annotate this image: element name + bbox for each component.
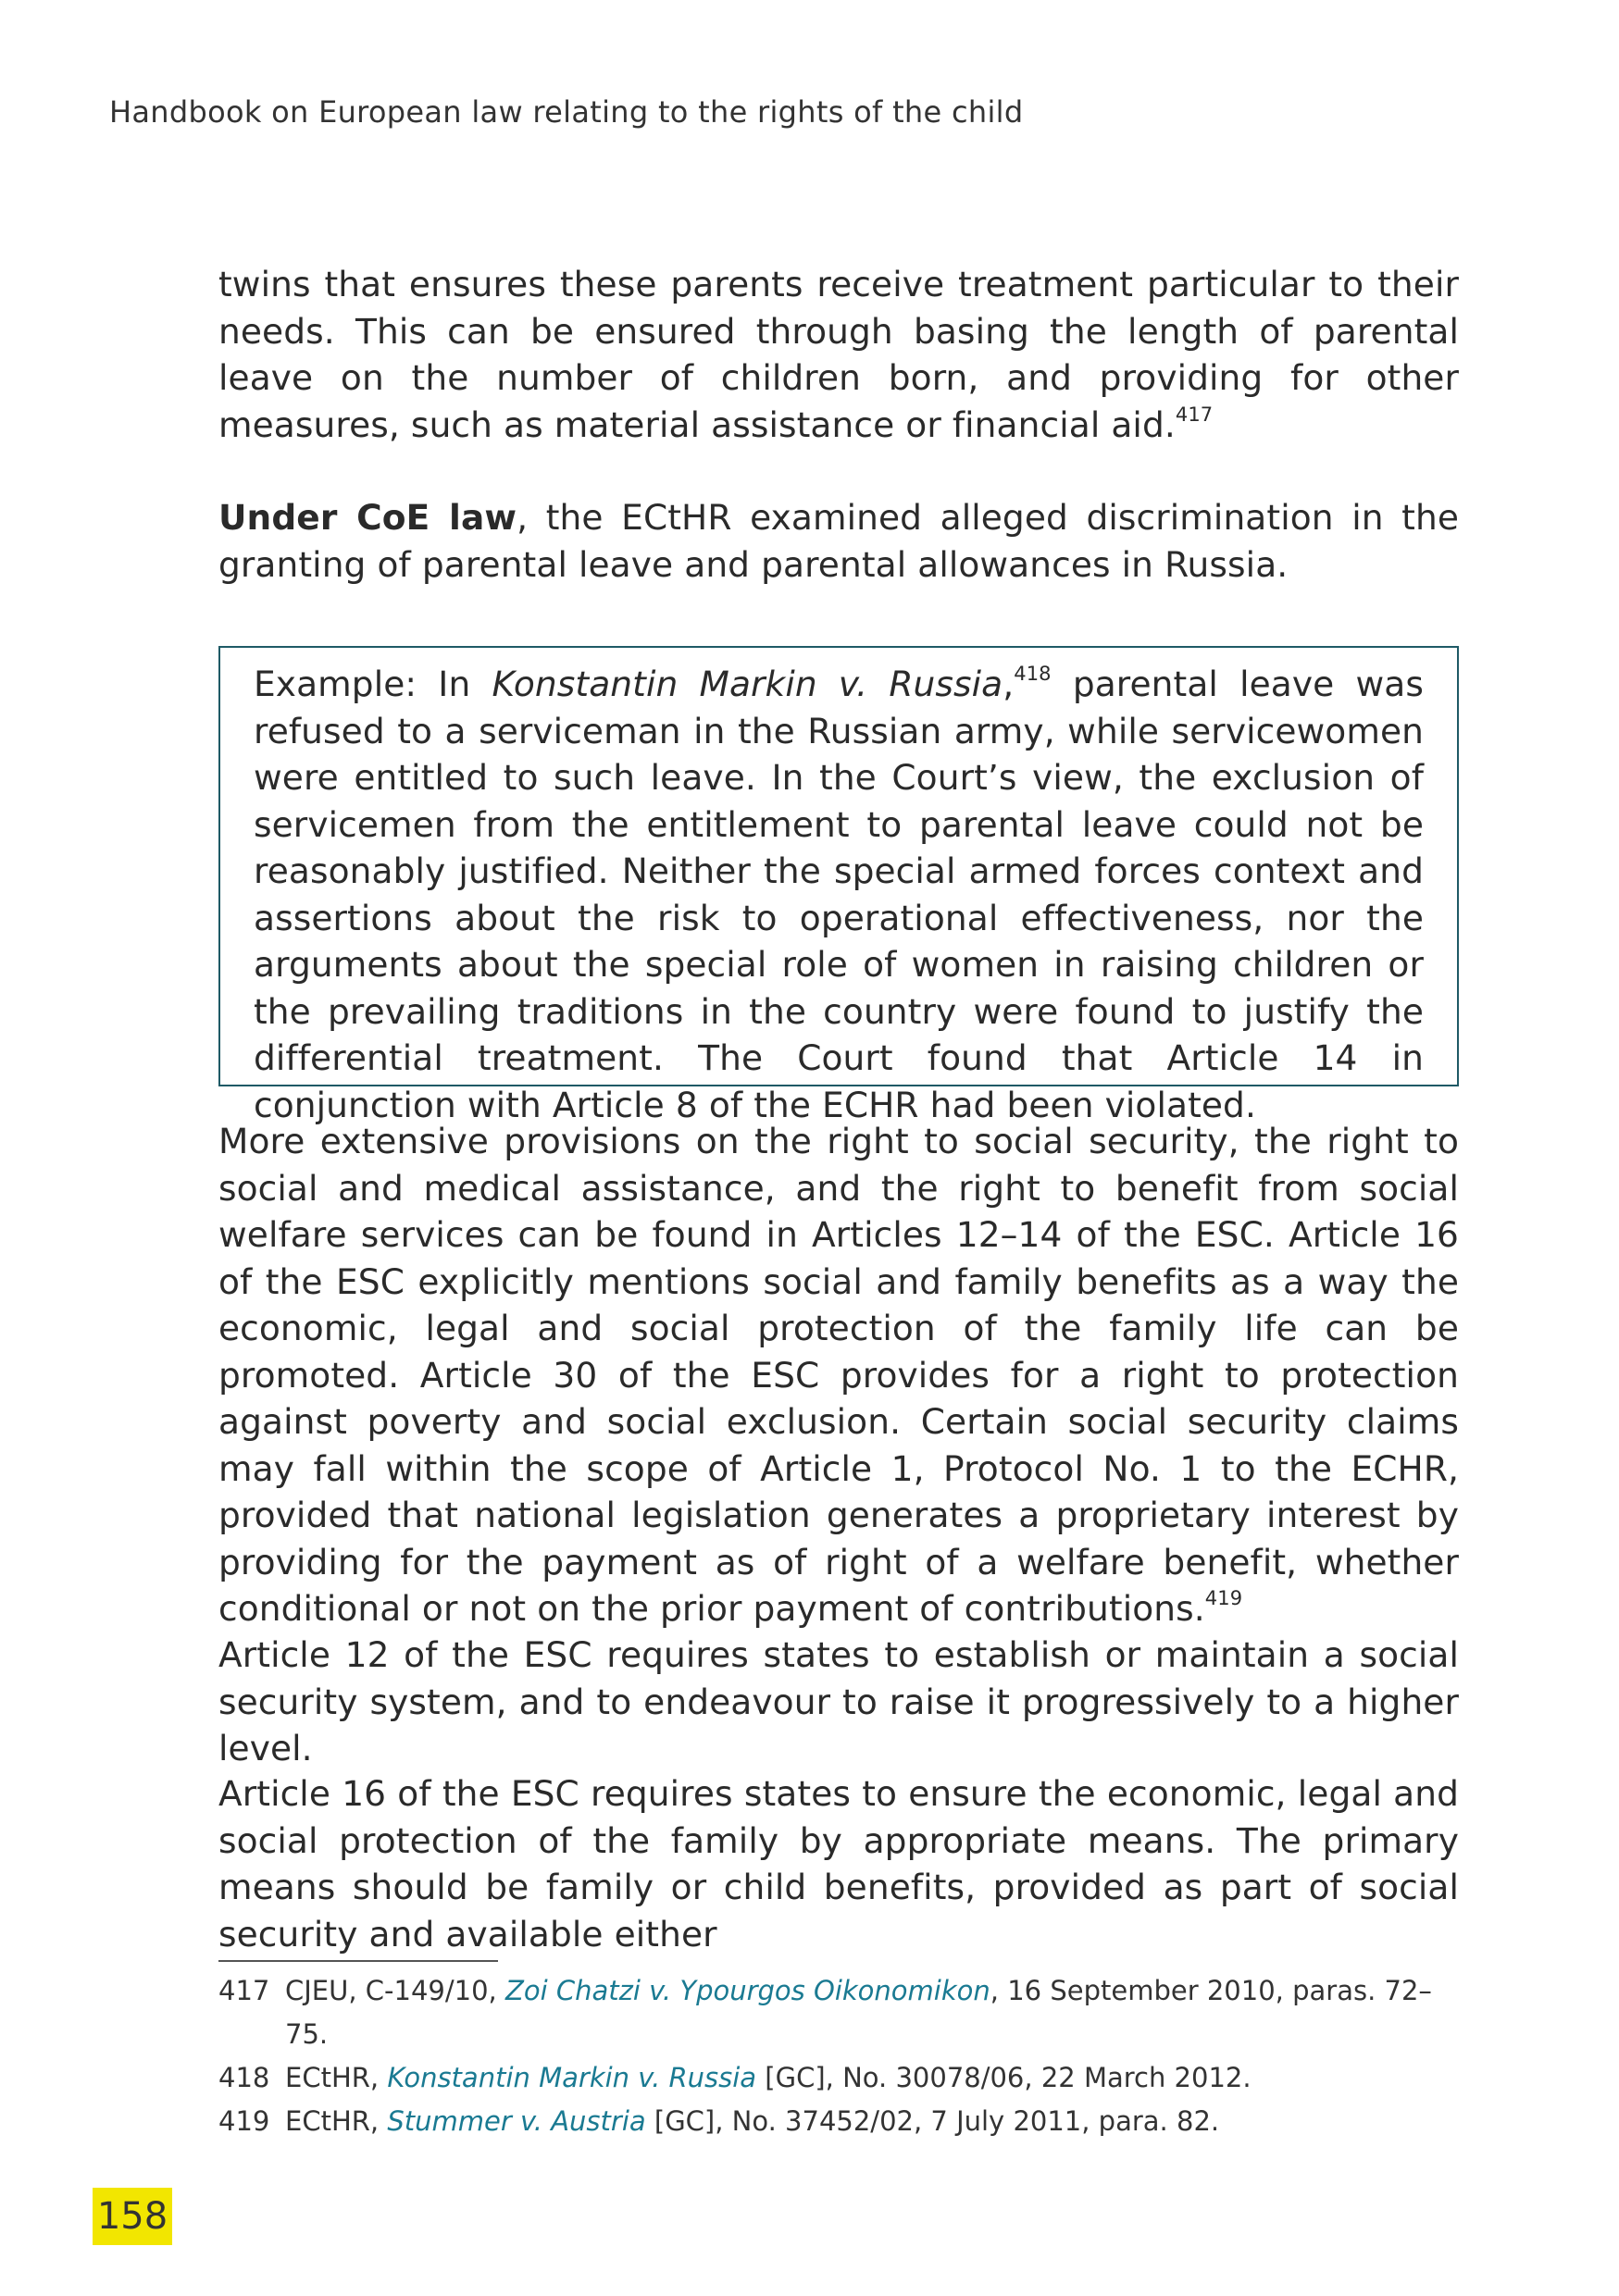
page-number-badge: 158 <box>93 2188 172 2245</box>
footnote-text: ECtHR, Stummer v. Austria [GC], No. 37452/02, 7 July 2011, para. 82. <box>285 2105 1220 2137</box>
footnote-ref-418[interactable]: 418 <box>1014 663 1052 686</box>
footnote-418 <box>218 2056 1459 2100</box>
paragraph-3 <box>218 1118 1459 1632</box>
example-comma: , <box>1003 664 1015 704</box>
footnote-number: 418 <box>218 2062 270 2093</box>
paragraph-1 <box>218 261 1459 448</box>
footnote-ref-417[interactable]: 417 <box>1175 403 1214 426</box>
paragraph-2 <box>218 494 1459 588</box>
paragraph-5 <box>218 1770 1459 1957</box>
paragraph-text: Article 12 of the ESC requires states to establish or maintain a social security system, and to endeavour to raise it progressively to a higher level. <box>218 1634 1459 1769</box>
paragraph-text: , the ECtHR examined alleged discrimination in the granting of parental leave and parental allowances in Russia. <box>218 497 1460 585</box>
case-link[interactable]: Zoi Chatzi v. Ypourgos Oikonomikon <box>504 1975 990 2006</box>
running-header: Handbook on European law relating to the rights of the child <box>109 94 1024 130</box>
example-case-name: Konstantin Markin v. Russia <box>492 664 1003 704</box>
footnote-419 <box>218 2100 1459 2143</box>
paragraph-text: More extensive provisions on the right to social security, the right to social and medical assistance, and the right to benefit from social welfare services can be found in Articles 12–14 of the ESC. Article 16 of the ESC explicitly mentions social and family benefits as a way the economic, legal and social protection of the family life can be promoted. Article 30 of the ESC provides for a right to protection against poverty and social exclusion. Certain social security claims may fall within the scope of Article 1, Protocol No. 1 to the ECHR, provided that national legislation generates a proprietary interest by providing for the payment as of right of a welfare benefit, whether conditional or not on the prior payment of contributions. <box>218 1121 1459 1629</box>
case-link[interactable]: Stummer v. Austria <box>387 2105 646 2137</box>
paragraph-lead: Under CoE law <box>218 497 517 538</box>
paragraph-4 <box>218 1632 1459 1772</box>
footnote-text: ECtHR, Konstantin Markin v. Russia [GC], No. 30078/06, 22 March 2012. <box>285 2062 1252 2093</box>
case-link[interactable]: Konstantin Markin v. Russia <box>387 2062 757 2093</box>
example-prefix: Example: In <box>254 664 492 704</box>
example-text: parental leave was refused to a serviceman in the Russian army, while servicewomen were entitled to such leave. In the Court’s view, the exclusion of servicemen from the entitlement to parental leave could not be reasonably justified. Neither the special armed forces context and assertions about the risk to operational effectiveness, nor the arguments about the special role of women in raising children or the prevailing traditions in the country were found to justify the differential treatment. The Court found that Article 14 in conjunction with Article 8 of the ECHR had been violated. <box>254 664 1424 1125</box>
footnote-number: 419 <box>218 2105 270 2137</box>
footnotes <box>218 1969 1459 2143</box>
footnote-ref-419[interactable]: 419 <box>1204 1587 1243 1610</box>
footnote-separator <box>218 1960 498 1962</box>
paragraph-text: Article 16 of the ESC requires states to ensure the economic, legal and social protection of the family by appropriate means. The primary means should be family or child benefits, provided as part of social security and available either <box>218 1773 1459 1955</box>
footnote-text: CJEU, C-149/10, Zoi Chatzi v. Ypourgos Oikonomikon, 16 September 2010, paras. 72–75. <box>285 1975 1432 2050</box>
footnote-number: 417 <box>218 1975 270 2006</box>
example-box <box>218 646 1459 1125</box>
paragraph-text: twins that ensures these parents receive treatment particular to their needs. This can be ensured through basing the length of parental leave on the number of children born, and providing for other measures, such as material assistance or financial aid. <box>218 264 1459 445</box>
footnote-417 <box>218 1969 1459 2056</box>
